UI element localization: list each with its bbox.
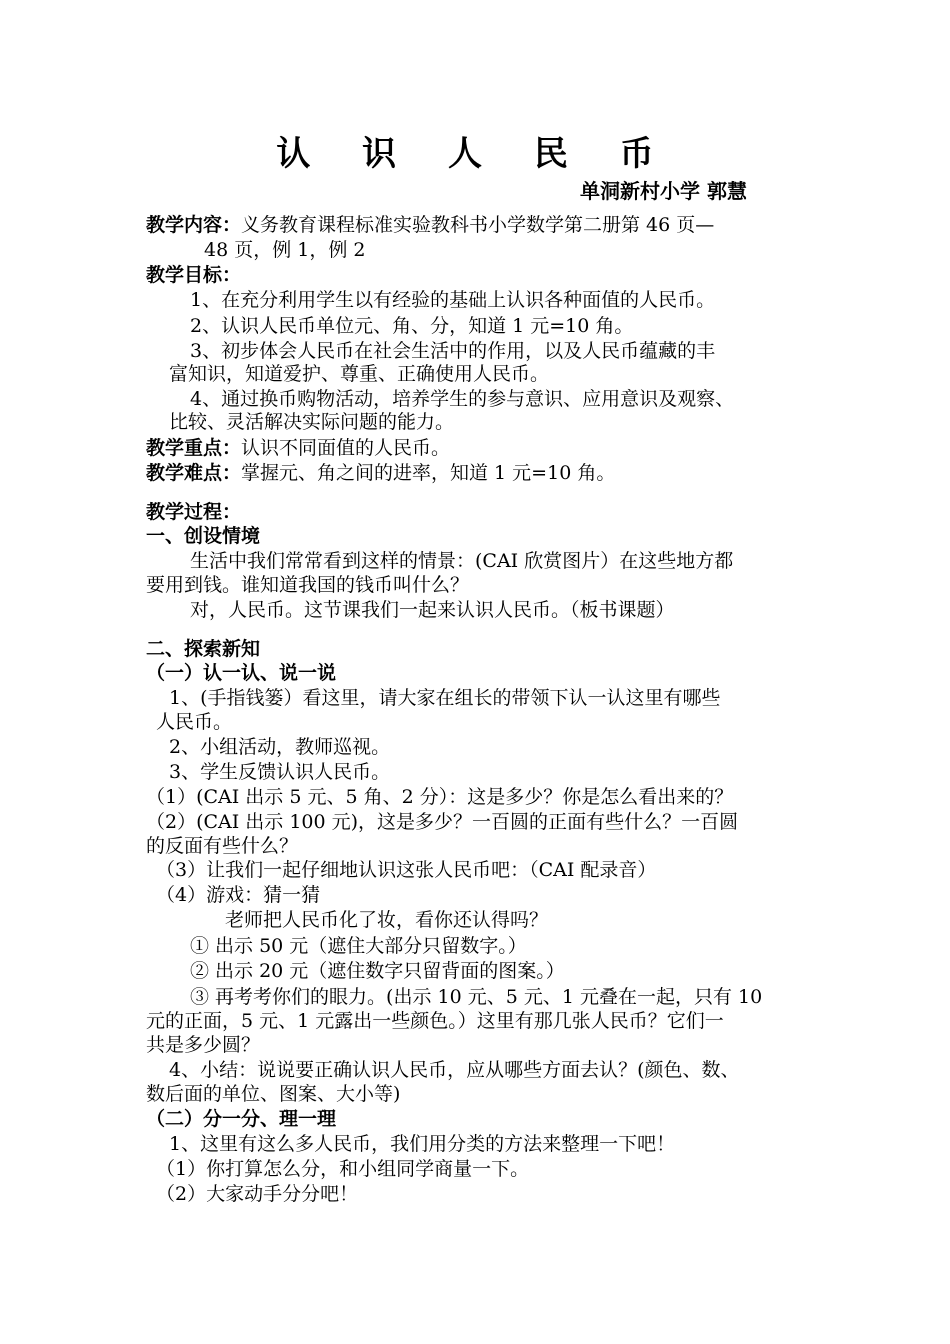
content-label: 教学内容：: [146, 214, 242, 236]
question-2-line-1: （2）(CAI 出示 100 元)，这是多少？一百圆的正面有些什么？一百圆: [146, 811, 739, 833]
content-line-1: [146, 213, 714, 237]
key-point: [146, 436, 450, 460]
goal-4-line-2: 比较、灵活解决实际问题的能力。: [169, 411, 455, 433]
question-2-line-2: 的反面有些什么？: [146, 835, 299, 857]
difficulty-label: 教学难点：: [146, 462, 242, 484]
section-1-heading: 一、创设情境: [146, 525, 261, 547]
goal-4-line-1: 4、通过换币购物活动，培养学生的参与意识、应用意识及观察、: [190, 388, 735, 410]
section-2-heading: 二、探索新知: [146, 638, 261, 660]
game-intro: 老师把人民币化了妆，看你还认得吗？: [225, 909, 549, 931]
game-step-3-line-2: 元的正面，5 元、1 元露出一些颜色。）这里有那几张人民币？它们一: [146, 1010, 724, 1032]
section-1-para-1-line-2: 要用到钱。谁知道我国的钱币叫什么？: [146, 574, 470, 596]
item-1-line-1: 1、(手指钱篓）看这里，请大家在组长的带领下认一认这里有哪些: [169, 687, 721, 709]
subsection-1-heading: （一）认一认、说一说: [146, 662, 337, 684]
goal-3-line-2: 富知识，知道爱护、尊重、正确使用人民币。: [169, 363, 550, 385]
game-step-1: ① 出示 50 元（遮住大部分只留数字。）: [190, 935, 527, 957]
question-4: （4）游戏：猜一猜: [156, 884, 321, 906]
difficulty-text: 掌握元、角之间的进率，知道 1 元=10 角。: [241, 462, 616, 484]
goal-3-line-1: 3、初步体会人民币在社会生活中的作用，以及人民币蕴藏的丰: [190, 340, 716, 362]
game-step-3-line-3: 共是多少圆？: [146, 1034, 261, 1056]
subsection-2-heading: （二）分一分、理一理: [146, 1108, 337, 1130]
difficulty-point: [146, 461, 615, 485]
game-step-3-line-1: ③ 再考考你们的眼力。(出示 10 元、5 元、1 元叠在一起，只有 10: [190, 986, 763, 1008]
key-text: 认识不同面值的人民币。: [241, 437, 451, 459]
goal-2: 2、认识人民币单位元、角、分，知道 1 元=10 角。: [190, 315, 634, 337]
content-text-1: 义务教育课程标准实验教科书小学数学第二册第 46 页—: [241, 214, 715, 236]
sort-question-2: （2）大家动手分分吧！: [156, 1183, 359, 1205]
section-1-para-1-line-1: 生活中我们常常看到这样的情景：(CAI 欣赏图片）在这些地方都: [190, 550, 734, 572]
item-4-line-1: 4、小结：说说要正确认识人民币，应从哪些方面去认？(颜色、数、: [169, 1059, 740, 1081]
author-line: 单洞新村小学 郭慧: [580, 179, 747, 203]
sort-item-1: 1、这里有这么多人民币，我们用分类的方法来整理一下吧！: [169, 1133, 676, 1155]
process-label: 教学过程：: [146, 501, 242, 523]
goal-1: 1、在充分利用学生以有经验的基础上认识各种面值的人民币。: [190, 289, 716, 311]
item-4-line-2: 数后面的单位、图案、大小等): [146, 1083, 401, 1105]
question-1: （1）(CAI 出示 5 元、5 角、2 分）：这是多少？你是怎么看出来的？: [146, 786, 734, 808]
goals-label: 教学目标：: [146, 264, 242, 286]
key-label: 教学重点：: [146, 437, 242, 459]
question-3: （3）让我们一起仔细地认识这张人民币吧：（CAI 配录音）: [156, 859, 657, 881]
item-1-line-2: 人民币。: [156, 711, 233, 733]
content-line-2: 48 页，例 1，例 2: [204, 239, 366, 261]
game-step-2: ② 出示 20 元（遮住数字只留背面的图案。）: [190, 960, 565, 982]
section-1-para-2: 对，人民币。这节课我们一起来认识人民币。（板书课题）: [190, 599, 675, 621]
sort-question-1: （1）你打算怎么分，和小组同学商量一下。: [156, 1158, 530, 1180]
item-2: 2、小组活动，教师巡视。: [169, 736, 391, 758]
page-title: 认 识 人 民 币: [276, 134, 674, 174]
item-3: 3、学生反馈认识人民币。: [169, 761, 391, 783]
